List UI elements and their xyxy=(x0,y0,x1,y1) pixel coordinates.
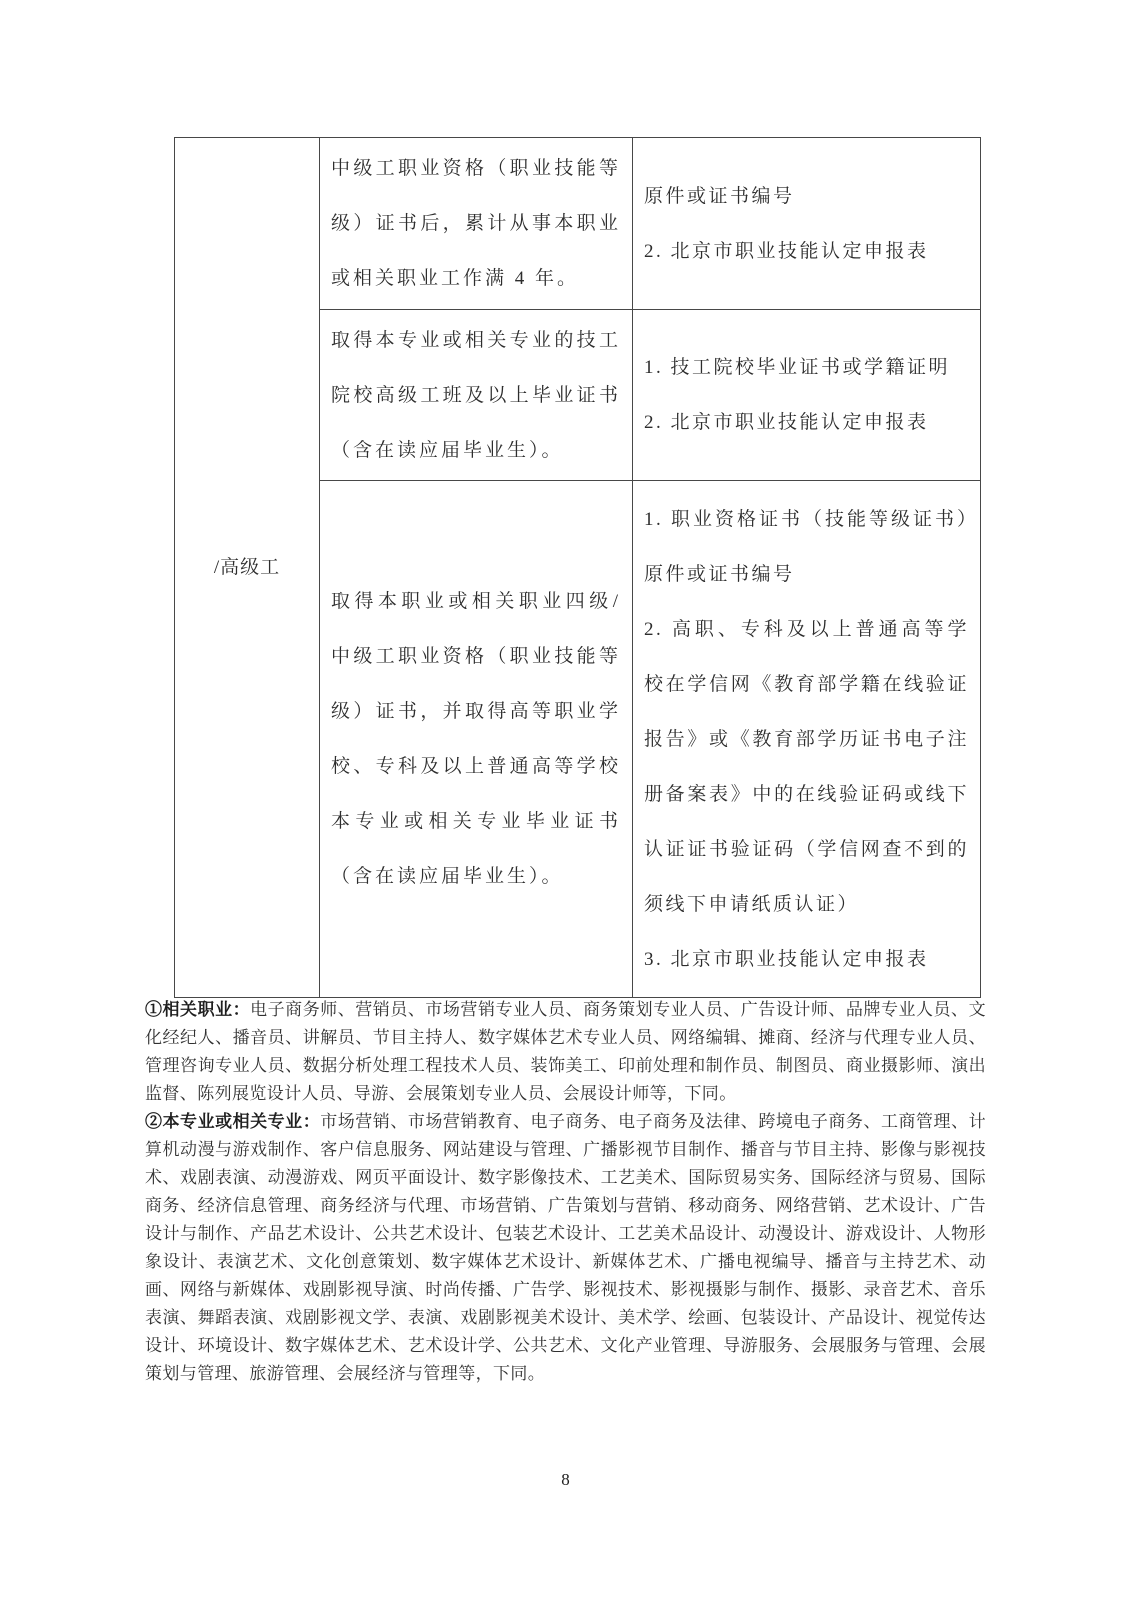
documents-cell-3 xyxy=(633,481,981,998)
document-item: 3. 北京市职业技能认定申报表 xyxy=(644,948,929,970)
footnote-2-text: 市场营销、市场营销教育、电子商务、电子商务及法律、跨境电子商务、工商管理、计算机动漫与游戏制作、客户信息服务、网站建设与管理、广播影视节目制作、播音与节目主持、影像与影视技术、戏剧表演、动漫游戏、网页平面设计、数字影像技术、工艺美术、国际贸易实务、国际经济与贸易、国际商务、经济信息管理、商务经济与代理、市场营销、广告策划与营销、移动商务、网络营销、艺术设计、广告设计与制作、产品艺术设计、公共艺术设计、包装艺术设计、工艺美术品设计、动漫设计、游戏设计、人物形象设计、表演艺术、文化创意策划、数字媒体艺术设计、新媒体艺术、广播电视编导、播音与主持艺术、动画、网络与新媒体、戏剧影视导演、时尚传播、广告学、影视技术、影视摄影与制作、摄影、录音艺术、音乐表演、舞蹈表演、戏剧影视文学、表演、戏剧影视美术设计、美术学、绘画、包装设计、产品设计、视觉传达设计、环境设计、数字媒体艺术、艺术设计学、公共艺术、文化产业管理、导游服务、会展服务与管理、会展策划与管理、旅游管理、会展经济与管理等，下同。 xyxy=(145,1112,986,1383)
table-row xyxy=(175,138,981,310)
requirement-text-1: 中级工职业资格（职业技能等级）证书后，累计从事本职业或相关职业工作满 4 年。 xyxy=(331,158,621,289)
requirement-cell-1 xyxy=(320,138,633,310)
document-item: 原件或证书编号 xyxy=(644,185,795,207)
qualification-table xyxy=(174,137,981,998)
footnote-1-text: 电子商务师、营销员、市场营销专业人员、商务策划专业人员、广告设计师、品牌专业人员、文化经纪人、播音员、讲解员、节目主持人、数字媒体艺术专业人员、网络编辑、摊商、经济与代理专业人员、管理咨询专业人员、数据分析处理工程技术人员、装饰美工、印前处理和制作员、制图员、商业摄影师、演出监督、陈列展览设计人员、导游、会展策划专业人员、会展设计师等，下同。 xyxy=(145,1000,986,1103)
requirement-cell-3 xyxy=(320,481,633,998)
footnote-related-occupations xyxy=(145,996,986,1108)
grade-label: /高级工 xyxy=(213,557,281,578)
document-item: 1. 技工院校毕业证书或学籍证明 xyxy=(644,357,951,378)
requirement-text-3: 取得本职业或相关职业四级/中级工职业资格（职业技能等级）证书，并取得高等职业学校、专科及以上普通高等学校本专业或相关专业毕业证书（含在读应届毕业生）。 xyxy=(331,591,621,887)
requirement-cell-2 xyxy=(320,310,633,481)
documents-cell-2 xyxy=(633,310,981,481)
footnote-2-label: ②本专业或相关专业： xyxy=(145,1112,321,1131)
document-item: 2. 北京市职业技能认定申报表 xyxy=(644,240,929,262)
documents-cell-1 xyxy=(633,138,981,310)
document-item: 1. 职业资格证书（技能等级证书）原件或证书编号 xyxy=(644,508,969,585)
page-number: 8 xyxy=(561,1470,570,1489)
grade-cell xyxy=(175,138,320,998)
footnote-1-label: ①相关职业： xyxy=(145,1000,251,1019)
requirement-text-2: 取得本专业或相关专业的技工院校高级工班及以上毕业证书（含在读应届毕业生）。 xyxy=(331,329,621,461)
footnote-related-majors xyxy=(145,1108,986,1388)
document-item: 2. 北京市职业技能认定申报表 xyxy=(644,412,929,433)
footnotes xyxy=(145,996,986,1388)
document-item: 2. 高职、专科及以上普通高等学校在学信网《教育部学籍在线验证报告》或《教育部学历证书电子注册备案表》中的在线验证码或线下认证证书验证码（学信网查不到的须线下申请纸质认证） xyxy=(644,618,969,915)
